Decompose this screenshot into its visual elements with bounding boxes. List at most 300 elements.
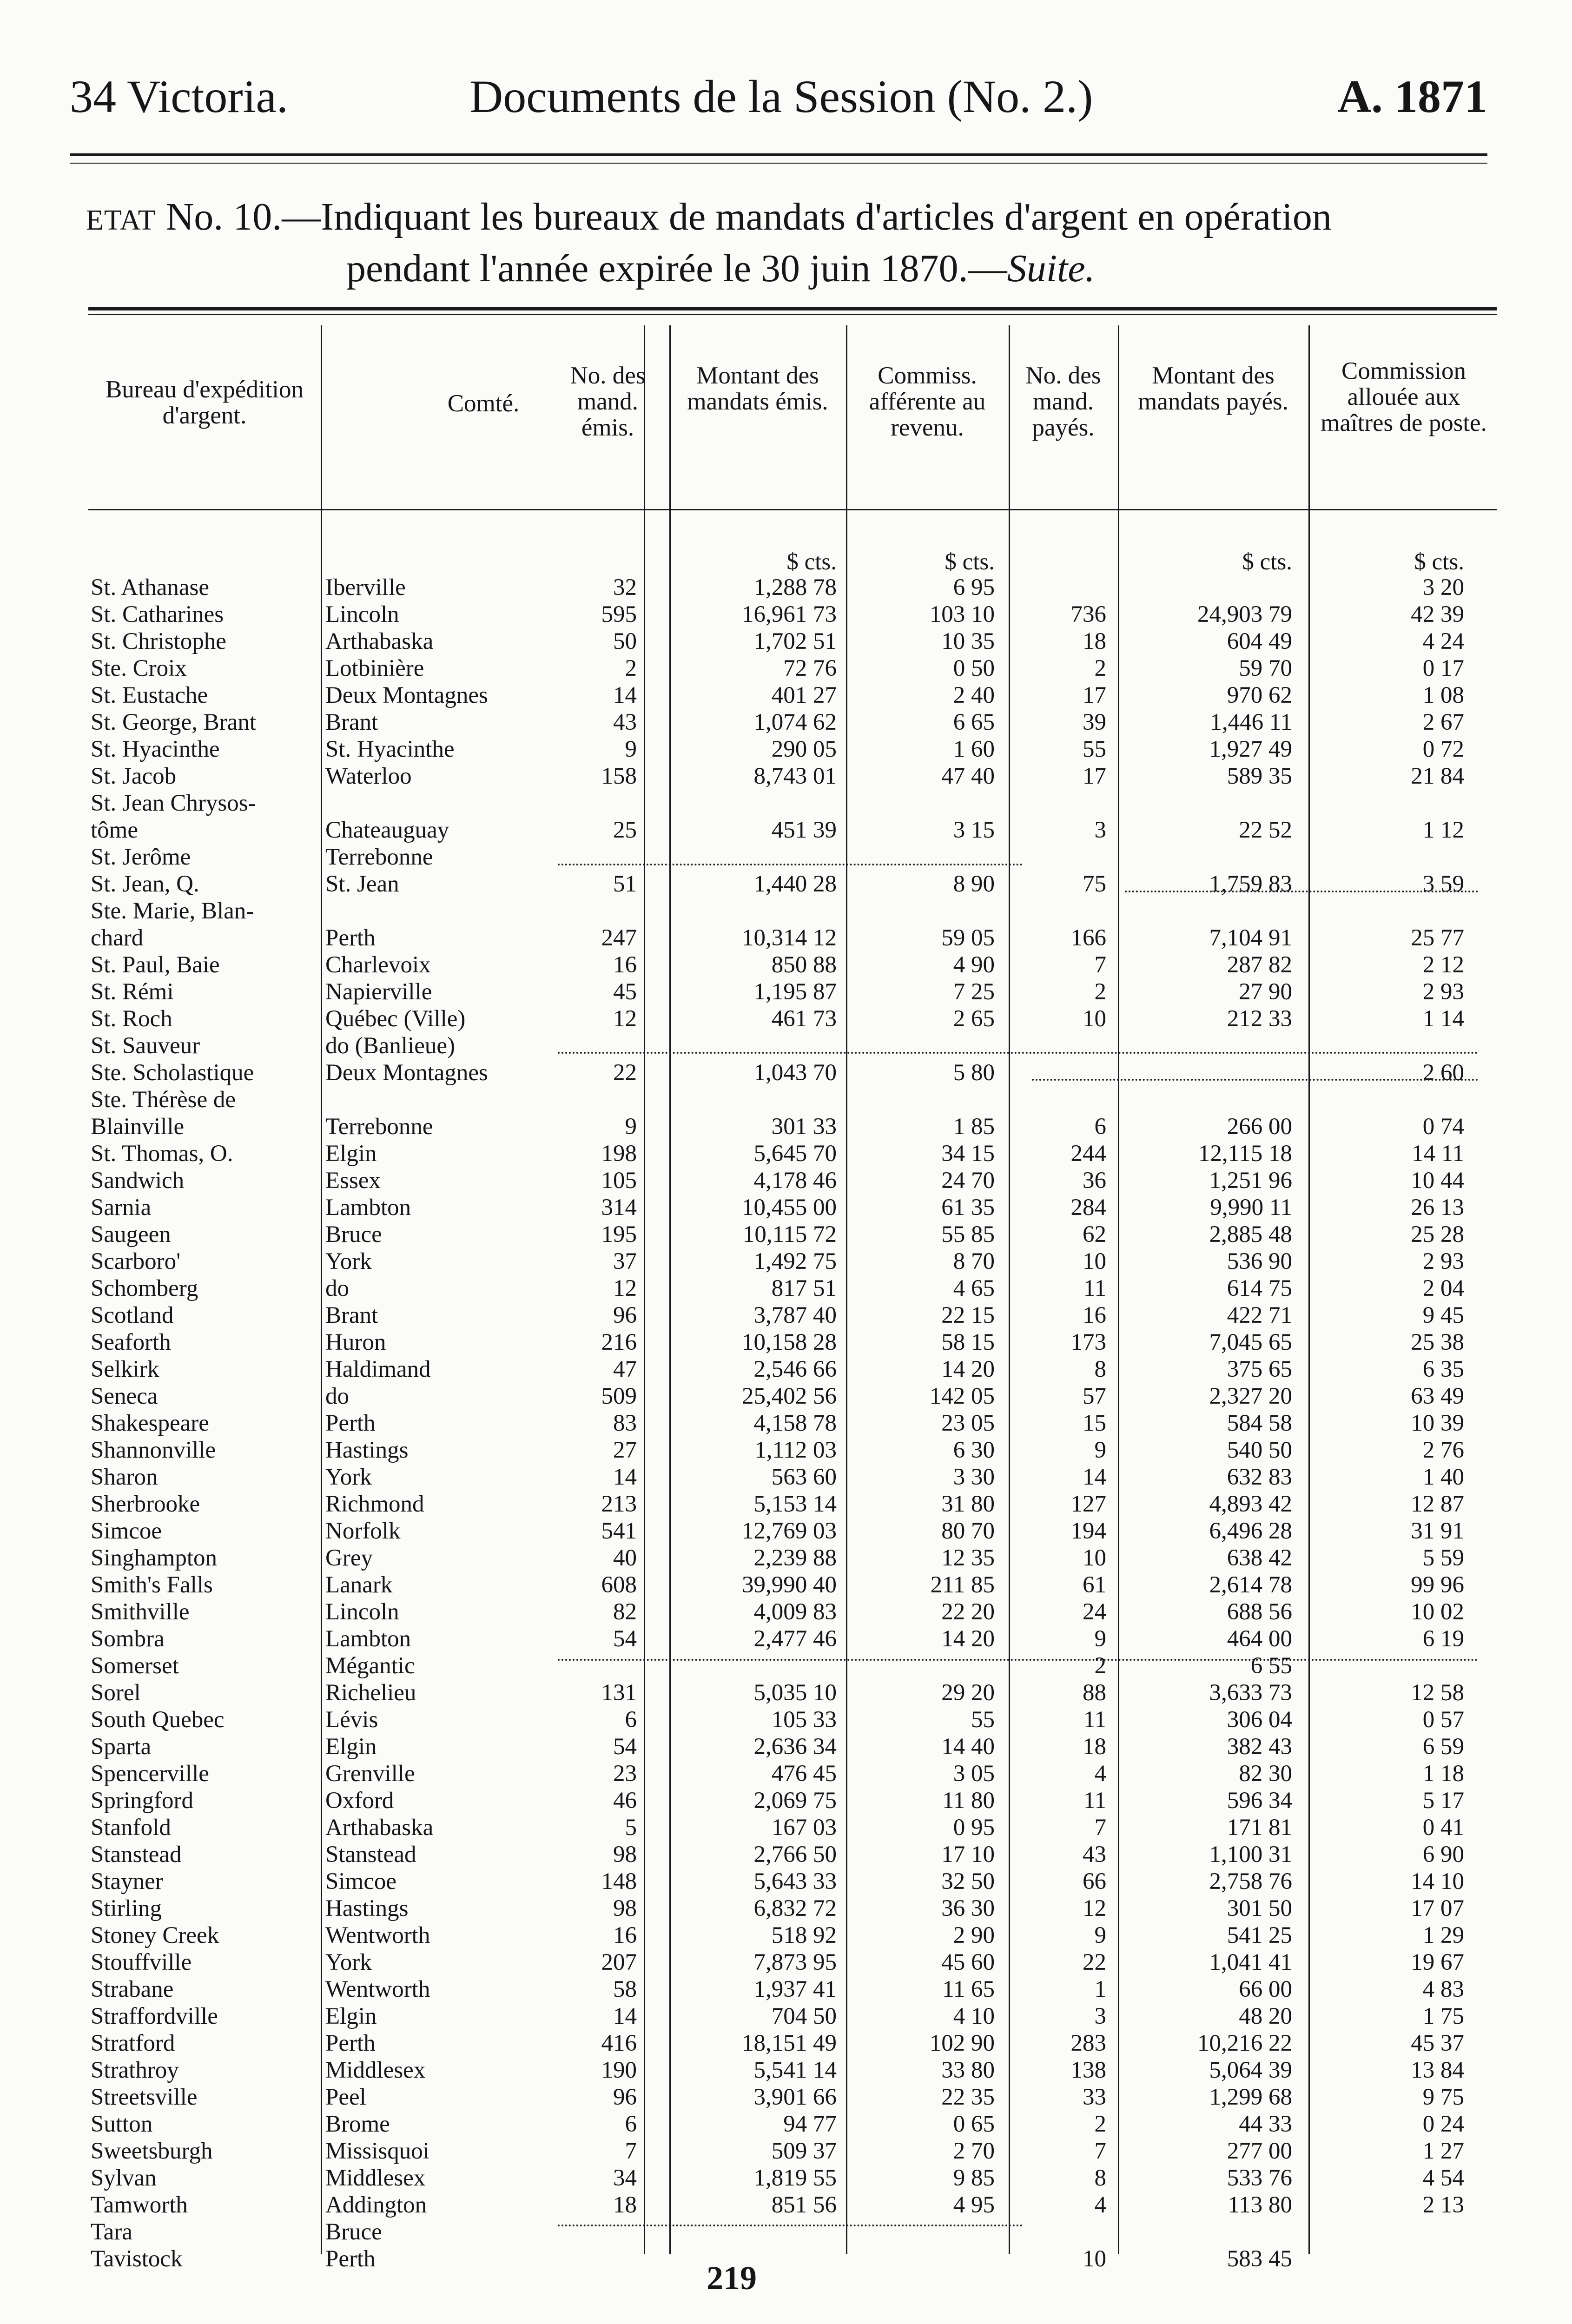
dotted-separator (558, 1052, 1478, 1054)
row-bureau: St. Jean Chrysos- (91, 790, 256, 816)
row-bureau: Springford (91, 1788, 193, 1814)
row-montant-payes: 583 45 (1227, 2246, 1292, 2272)
dotted-separator (558, 2225, 1023, 2226)
row-bureau: Stirling (91, 1895, 162, 1921)
row-bureau: St. Thomas, O. (91, 1141, 233, 1167)
row-bureau: Somerset (91, 1653, 179, 1679)
row-commission: 0 24 (1422, 2111, 1464, 2137)
row-montant-emis: 3,901 66 (753, 2084, 837, 2110)
row-commiss: 14 20 (941, 1356, 995, 1382)
row-payes: 7 (1094, 1815, 1106, 1841)
row-commission: 9 45 (1422, 1302, 1464, 1328)
row-montant-emis: 563 60 (771, 1464, 837, 1490)
row-comte: Waterloo (325, 763, 412, 789)
table-row (0, 1167, 1572, 1194)
row-emis: 12 (613, 1275, 637, 1301)
row-bureau: St. Jacob (91, 763, 177, 789)
row-commiss: 58 15 (941, 1329, 995, 1355)
table-row (0, 601, 1572, 628)
row-comte: Essex (325, 1168, 381, 1194)
row-montant-payes: 1,251 96 (1209, 1168, 1292, 1194)
col-header-commiss: Commiss. afférente au revenu. (869, 362, 986, 441)
row-commission: 26 13 (1411, 1195, 1464, 1221)
row-comte: Addington (325, 2192, 427, 2218)
row-montant-payes: 3,633 73 (1209, 1680, 1292, 1706)
table-row (0, 871, 1572, 898)
row-comte: do (325, 1275, 349, 1301)
row-payes: 36 (1083, 1168, 1106, 1194)
row-commiss: 0 65 (953, 2111, 995, 2137)
row-bureau: St. Sauveur (91, 1033, 200, 1059)
table-row (0, 2138, 1572, 2165)
row-commiss: 211 85 (930, 1572, 995, 1598)
row-payes: 4 (1094, 1761, 1106, 1787)
row-payes: 24 (1083, 1599, 1106, 1625)
table-row (0, 817, 1572, 844)
row-bureau: Scarboro' (91, 1248, 181, 1274)
table-row (0, 574, 1572, 601)
row-comte: Lambton (325, 1626, 411, 1652)
table-row (0, 1329, 1572, 1356)
row-emis: 18 (613, 2192, 637, 2218)
table-row (0, 1760, 1572, 1787)
row-payes: 4 (1094, 2192, 1106, 2218)
row-montant-payes: 632 83 (1227, 1464, 1292, 1490)
row-bureau: St. Jean, Q. (91, 871, 199, 897)
row-montant-payes: 6,496 28 (1209, 1518, 1292, 1544)
row-montant-payes: 306 04 (1227, 1707, 1292, 1733)
row-montant-emis: 10,158 28 (742, 1329, 837, 1355)
row-commission: 2 60 (1422, 1060, 1464, 1086)
row-montant-payes: 277 00 (1227, 2138, 1292, 2164)
row-montant-payes: 1,041 41 (1209, 1949, 1292, 1975)
row-payes: 10 (1083, 1248, 1106, 1274)
row-emis: 7 (625, 2138, 637, 2164)
row-montant-payes: 4,893 42 (1209, 1491, 1292, 1517)
row-montant-emis: 850 88 (771, 952, 837, 978)
row-comte: Lotbinière (325, 655, 424, 681)
row-bureau: St. Catharines (91, 601, 224, 627)
row-montant-payes: 1,759 83 (1209, 871, 1292, 897)
row-montant-emis: 2,766 50 (753, 1842, 837, 1868)
row-montant-payes: 540 50 (1227, 1437, 1292, 1463)
table-row (0, 1571, 1572, 1598)
row-emis: 541 (601, 1518, 637, 1544)
row-commission: 1 27 (1422, 2138, 1464, 2164)
row-emis: 608 (601, 1572, 637, 1598)
row-emis: 51 (613, 871, 637, 897)
row-payes: 2 (1094, 979, 1106, 1005)
row-commission: 0 72 (1422, 736, 1464, 762)
row-bureau: Tavistock (91, 2246, 183, 2272)
table-row (0, 2030, 1572, 2057)
row-commission: 0 41 (1422, 1815, 1464, 1841)
row-commission: 1 40 (1422, 1464, 1464, 1490)
row-bureau: Stratford (91, 2030, 175, 2056)
row-comte: Perth (325, 1410, 376, 1436)
row-payes: 2 (1094, 655, 1106, 681)
row-commission: 1 18 (1422, 1761, 1464, 1787)
row-commission: 4 83 (1422, 1976, 1464, 2002)
row-montant-emis: 518 92 (771, 1922, 837, 1948)
row-bureau: Stouffville (91, 1949, 192, 1975)
row-montant-payes: 422 71 (1227, 1302, 1292, 1328)
row-emis: 40 (613, 1545, 637, 1571)
row-commission: 2 12 (1422, 952, 1464, 978)
row-emis: 16 (613, 1922, 637, 1948)
table-row (0, 1976, 1572, 2003)
table-row (0, 2084, 1572, 2111)
row-commission: 63 49 (1411, 1383, 1464, 1409)
row-montant-emis: 5,153 14 (753, 1491, 837, 1517)
row-bureau: Stoney Creek (91, 1922, 219, 1948)
row-emis: 22 (613, 1060, 637, 1086)
table-row (0, 1868, 1572, 1895)
row-bureau: Spencerville (91, 1761, 209, 1787)
row-commiss: 2 70 (953, 2138, 995, 2164)
table-row (0, 682, 1572, 709)
row-commission: 9 75 (1422, 2084, 1464, 2110)
row-montant-payes: 171 81 (1227, 1815, 1292, 1841)
row-montant-payes: 48 20 (1239, 2003, 1292, 2029)
table-row (0, 1275, 1572, 1302)
row-commission: 42 39 (1411, 601, 1464, 627)
row-montant-payes: 113 80 (1228, 2192, 1292, 2218)
row-payes: 17 (1083, 682, 1106, 708)
row-montant-emis: 10,455 00 (742, 1195, 837, 1221)
row-montant-emis: 105 33 (771, 1707, 837, 1733)
row-comte: Québec (Ville) (325, 1006, 466, 1032)
col-header-emis: No. des mand. émis. (570, 362, 646, 441)
row-bureau: Singhampton (91, 1545, 218, 1571)
row-comte: York (325, 1248, 372, 1274)
row-payes: 284 (1070, 1195, 1106, 1221)
row-payes: 16 (1083, 1302, 1106, 1328)
row-emis: 46 (613, 1788, 637, 1814)
row-montant-emis: 509 37 (771, 2138, 837, 2164)
row-bureau: Scotland (91, 1302, 174, 1328)
row-commission: 13 84 (1411, 2057, 1464, 2083)
row-bureau: Sweetsburgh (91, 2138, 213, 2164)
row-emis: 43 (613, 709, 637, 735)
row-bureau: Tamworth (91, 2192, 188, 2218)
row-payes: 17 (1083, 763, 1106, 789)
row-montant-payes: 596 34 (1227, 1788, 1292, 1814)
row-comte: Brome (325, 2111, 390, 2137)
row-payes: 62 (1083, 1221, 1106, 1248)
row-montant-emis: 5,643 33 (753, 1868, 837, 1895)
row-payes: 244 (1070, 1141, 1106, 1167)
row-bureau: Sorel (91, 1680, 141, 1706)
row-commiss: 14 40 (941, 1734, 995, 1760)
row-payes: 138 (1070, 2057, 1106, 2083)
row-montant-payes: 464 00 (1227, 1626, 1292, 1652)
row-montant-emis: 4,178 46 (753, 1168, 837, 1194)
row-emis: 9 (625, 1114, 637, 1140)
row-montant-emis: 1,195 87 (753, 979, 837, 1005)
row-montant-emis: 7,873 95 (753, 1949, 837, 1975)
row-emis: 314 (601, 1195, 637, 1221)
row-emis: 12 (613, 1006, 637, 1032)
row-emis: 50 (613, 628, 637, 654)
row-emis: 509 (601, 1383, 637, 1409)
row-commission: 6 90 (1422, 1842, 1464, 1868)
table-row (0, 1302, 1572, 1329)
row-bureau: Ste. Scholastique (91, 1060, 254, 1086)
row-commiss: 14 20 (941, 1626, 995, 1652)
row-payes: 61 (1083, 1572, 1106, 1598)
row-payes: 10 (1083, 2246, 1106, 2272)
row-commiss: 3 30 (953, 1464, 995, 1490)
row-montant-emis: 10,314 12 (742, 925, 837, 951)
row-commiss: 0 95 (953, 1815, 995, 1841)
row-emis: 2 (625, 655, 637, 681)
row-comte: St. Hyacinthe (325, 736, 455, 762)
row-bureau: Ste. Croix (91, 655, 187, 681)
row-montant-payes: 59 70 (1239, 655, 1292, 681)
row-commiss: 102 90 (929, 2030, 995, 2056)
row-montant-emis: 704 50 (771, 2003, 837, 2029)
row-montant-payes: 541 25 (1227, 1922, 1292, 1948)
row-commission: 6 59 (1422, 1734, 1464, 1760)
row-emis: 83 (613, 1410, 637, 1436)
row-bureau: Schomberg (91, 1275, 198, 1301)
row-payes: 75 (1083, 871, 1106, 897)
row-comte: Bruce (325, 1221, 382, 1248)
row-bureau: St. Hyacinthe (91, 736, 220, 762)
row-payes: 6 (1094, 1114, 1106, 1140)
row-montant-emis: 5,645 70 (753, 1141, 837, 1167)
row-commission: 2 93 (1422, 1248, 1464, 1274)
row-comte: do (Banlieue) (325, 1033, 455, 1059)
row-bureau: Sharon (91, 1464, 158, 1490)
row-emis: 16 (613, 952, 637, 978)
row-comte: Norfolk (325, 1518, 401, 1544)
row-payes: 22 (1083, 1949, 1106, 1975)
row-emis: 25 (613, 817, 637, 843)
table-row (0, 1841, 1572, 1868)
row-commission: 25 28 (1411, 1221, 1464, 1248)
header-title: Documents de la Session (No. 2.) (469, 71, 1093, 122)
row-commission: 3 59 (1422, 871, 1464, 897)
row-commiss: 2 90 (953, 1922, 995, 1948)
row-bureau: Strathroy (91, 2057, 179, 2083)
row-montant-emis: 1,937 41 (753, 1976, 837, 2002)
row-commission: 1 75 (1422, 2003, 1464, 2029)
row-montant-emis: 290 05 (771, 736, 837, 762)
row-montant-payes: 44 33 (1239, 2111, 1292, 2137)
row-comte: Oxford (325, 1788, 394, 1814)
row-payes: 12 (1083, 1895, 1106, 1921)
row-comte: Deux Montagnes (325, 682, 488, 708)
row-bureau: Sylvan (91, 2165, 157, 2191)
row-montant-payes: 2,327 20 (1209, 1383, 1292, 1409)
row-commission: 6 35 (1422, 1356, 1464, 1382)
row-payes: 14 (1083, 1464, 1106, 1490)
row-bureau: Selkirk (91, 1356, 159, 1382)
row-montant-payes: 533 76 (1227, 2165, 1292, 2191)
table-row (0, 2165, 1572, 2192)
row-montant-emis: 167 03 (771, 1815, 837, 1841)
row-montant-emis: 1,043 70 (753, 1060, 837, 1086)
row-bureau: Blainville (91, 1114, 185, 1140)
row-commiss: 17 10 (941, 1842, 995, 1868)
row-commiss: 47 40 (941, 763, 995, 789)
row-commission: 10 02 (1411, 1599, 1464, 1625)
row-emis: 23 (613, 1761, 637, 1787)
table-row (0, 1652, 1572, 1679)
row-emis: 45 (613, 979, 637, 1005)
table-row (0, 1194, 1572, 1221)
row-bureau: St. Christophe (91, 628, 226, 654)
row-emis: 96 (613, 2084, 637, 2110)
row-montant-payes: 1,100 31 (1209, 1842, 1292, 1868)
row-montant-payes: 301 50 (1227, 1895, 1292, 1921)
row-montant-payes: 614 75 (1227, 1275, 1292, 1301)
table-row (0, 628, 1572, 655)
row-emis: 190 (601, 2057, 637, 2083)
row-comte: Lincoln (325, 601, 399, 627)
table-row (0, 1140, 1572, 1167)
row-emis: 54 (613, 1626, 637, 1652)
row-montant-payes: 287 82 (1227, 952, 1292, 978)
row-payes: 11 (1083, 1788, 1106, 1814)
table-row (0, 1005, 1572, 1032)
row-montant-emis: 39,990 40 (742, 1572, 837, 1598)
row-comte: Bruce (325, 2219, 382, 2245)
row-commission: 1 14 (1422, 1006, 1464, 1032)
row-payes: 11 (1083, 1707, 1106, 1733)
row-montant-payes: 589 35 (1227, 763, 1292, 789)
row-commission: 3 20 (1422, 574, 1464, 601)
row-montant-payes: 536 90 (1227, 1248, 1292, 1274)
table-row (0, 2192, 1572, 2218)
row-comte: Mégantic (325, 1653, 415, 1679)
table-row (0, 1464, 1572, 1491)
row-emis: 34 (613, 2165, 637, 2191)
row-bureau: Saugeen (91, 1221, 171, 1248)
row-commission: 5 17 (1422, 1788, 1464, 1814)
table-row (0, 1787, 1572, 1814)
row-payes: 55 (1083, 736, 1106, 762)
row-emis: 54 (613, 1734, 637, 1760)
row-montant-emis: 8,743 01 (753, 763, 837, 789)
row-bureau: Smithville (91, 1599, 190, 1625)
row-payes: 10 (1083, 1006, 1106, 1032)
row-bureau: Stanstead (91, 1842, 182, 1868)
row-comte: Perth (325, 925, 376, 951)
row-montant-payes: 22 52 (1239, 817, 1292, 843)
title-line2: pendant l'année expirée le 30 juin 1870.— (346, 247, 1007, 290)
table-row (0, 2245, 1572, 2272)
row-comte: Terrebonne (325, 1114, 433, 1140)
table-row (0, 1032, 1572, 1059)
row-montant-emis: 301 33 (771, 1114, 837, 1140)
row-emis: 9 (625, 736, 637, 762)
dotted-separator (1125, 891, 1478, 892)
row-commiss: 3 05 (953, 1761, 995, 1787)
row-montant-emis: 10,115 72 (742, 1221, 837, 1248)
row-commiss: 32 50 (941, 1868, 995, 1895)
table-row (0, 1679, 1572, 1706)
row-commiss: 11 80 (942, 1788, 995, 1814)
row-comte: Brant (325, 1302, 378, 1328)
row-montant-emis: 18,151 49 (742, 2030, 837, 2056)
row-montant-emis: 2,069 75 (753, 1788, 837, 1814)
row-commission: 2 67 (1422, 709, 1464, 735)
table-row (0, 736, 1572, 763)
row-emis: 105 (601, 1168, 637, 1194)
dotted-separator (1032, 1079, 1478, 1081)
row-comte: Lanark (325, 1572, 393, 1598)
row-montant-emis: 461 73 (771, 1006, 837, 1032)
row-bureau: St. Rémi (91, 979, 174, 1005)
row-comte: Wentworth (325, 1976, 430, 2002)
row-comte: Lambton (325, 1195, 411, 1221)
row-payes: 166 (1070, 925, 1106, 951)
table-row (0, 1922, 1572, 1949)
row-comte: Elgin (325, 2003, 377, 2029)
row-bureau: Seneca (91, 1383, 158, 1409)
header-year: A. 1871 (1337, 71, 1487, 122)
row-payes: 194 (1070, 1518, 1106, 1544)
row-comte: Middlesex (325, 2057, 426, 2083)
row-montant-payes: 27 90 (1239, 979, 1292, 1005)
row-bureau: Ste. Marie, Blan- (91, 898, 254, 924)
row-comte: Peel (325, 2084, 366, 2110)
row-montant-payes: 638 42 (1227, 1545, 1292, 1571)
row-comte: Perth (325, 2030, 376, 2056)
row-commiss: 6 65 (953, 709, 995, 735)
row-bureau: South Quebec (91, 1707, 225, 1733)
row-comte: do (325, 1383, 349, 1409)
row-montant-payes: 7,045 65 (1209, 1329, 1292, 1355)
row-bureau: St. George, Brant (91, 709, 257, 735)
table-row (0, 1248, 1572, 1275)
row-payes: 11 (1083, 1275, 1106, 1301)
row-montant-emis: 1,112 03 (754, 1437, 837, 1463)
row-commiss: 6 30 (953, 1437, 995, 1463)
row-bureau: Shannonville (91, 1437, 216, 1463)
row-commiss: 31 80 (941, 1491, 995, 1517)
row-emis: 14 (613, 2003, 637, 2029)
row-montant-payes: 7,104 91 (1209, 925, 1292, 951)
row-commission: 2 93 (1422, 979, 1464, 1005)
table-row (0, 1059, 1572, 1086)
row-emis: 207 (601, 1949, 637, 1975)
row-comte: Chateauguay (325, 817, 449, 843)
row-montant-emis: 5,541 14 (753, 2057, 837, 2083)
row-bureau: Sutton (91, 2111, 153, 2137)
row-bureau: Stanfold (91, 1815, 171, 1841)
row-montant-emis: 5,035 10 (753, 1680, 837, 1706)
row-bureau: Sparta (91, 1734, 152, 1760)
row-commiss: 34 15 (941, 1141, 995, 1167)
row-commission: 5 59 (1422, 1545, 1464, 1571)
row-montant-emis: 1,492 75 (753, 1248, 837, 1274)
table-row (0, 2057, 1572, 2084)
table-row (0, 924, 1572, 951)
row-commiss: 1 60 (953, 736, 995, 762)
row-payes: 736 (1070, 601, 1106, 627)
row-bureau: Sarnia (91, 1195, 152, 1221)
page-number: 219 (707, 2259, 757, 2297)
table-row (0, 1113, 1572, 1140)
row-montant-emis: 1,819 55 (753, 2165, 837, 2191)
row-emis: 595 (601, 601, 637, 627)
row-bureau: St. Athanase (91, 574, 209, 601)
row-comte: York (325, 1949, 372, 1975)
